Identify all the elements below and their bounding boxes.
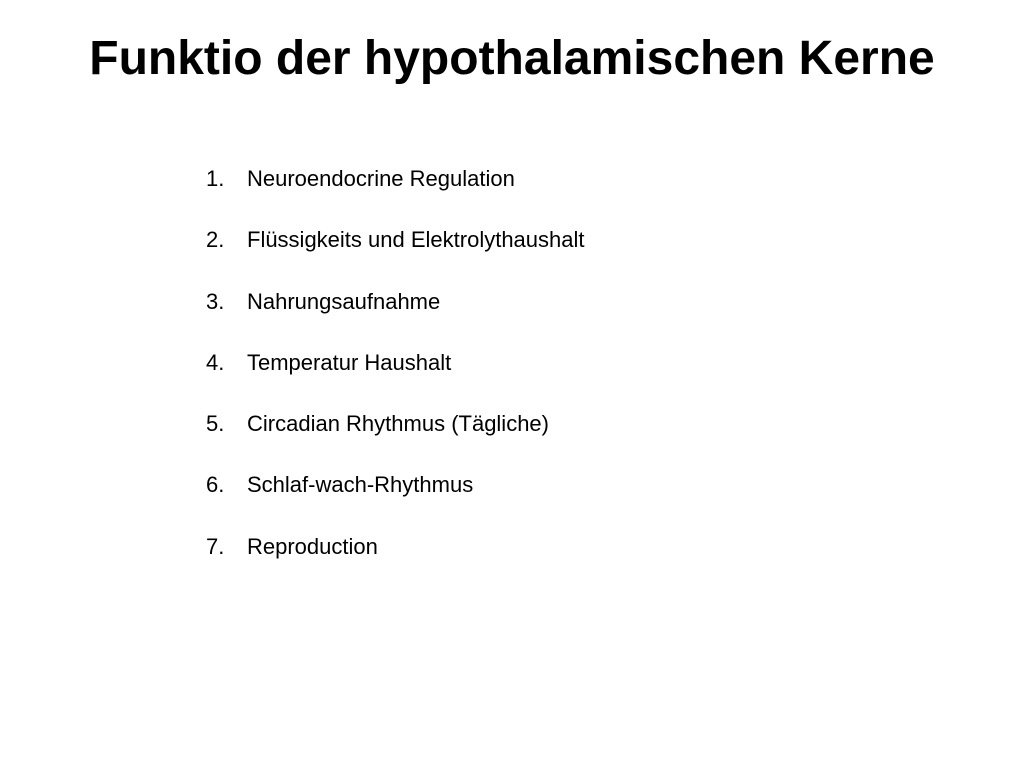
list-item-number: 1. — [206, 166, 225, 191]
list-item-number: 3. — [206, 288, 225, 314]
list-item-text: Nahrungsaufnahme — [247, 288, 441, 314]
list-item-number: 7. — [206, 533, 225, 559]
list-item-number: 4. — [206, 349, 225, 375]
list-item-number: 6. — [206, 472, 225, 498]
list-item-text: Flüssigkeits und Elektrolythaushalt — [247, 227, 585, 253]
list-item-text: Temperatur Haushalt — [247, 349, 452, 375]
list-item-text: Reproduction — [247, 533, 378, 559]
slide-title: Funktio der hypothalamischen Kerne — [89, 32, 935, 85]
list-item-number: 2. — [206, 227, 225, 253]
list-item-number: 5. — [206, 411, 225, 437]
list-item-text: Circadian Rhythmus (Tägliche) — [247, 411, 549, 437]
list-item-text: Neuroendocrine Regulation — [247, 166, 515, 191]
list-item-text: Schlaf-wach-Rhythmus — [247, 472, 474, 498]
